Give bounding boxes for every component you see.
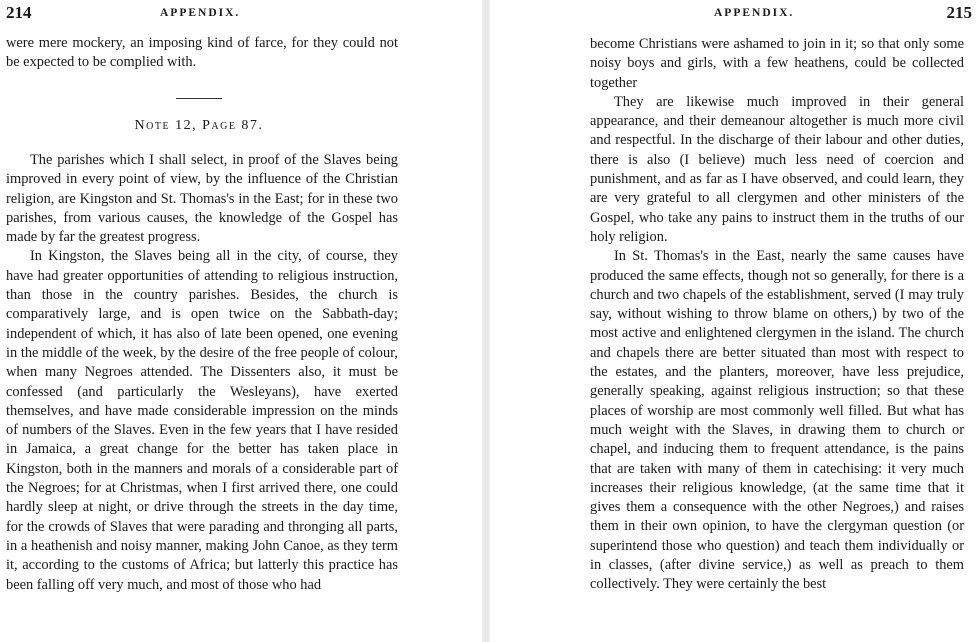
left-page [0,0,482,642]
right-page-number: 215 [946,3,972,22]
left-page-number: 214 [6,3,32,22]
right-continued-paragraph: become Christians were ashamed to join in it; so that only some noisy boys and girls, with a few heathens, could be collected together [590,36,964,91]
left-paragraph-2: In Kingston, the Slaves being all in the city, of course, they have had greater opportunities of attending to religious instruction, than those in the country parishes. Besides, the church is comparatively large, and is open twice on the Sabbath-day; independent of which, it has also of late been opened, one evening in the middle of the week, by the desire of the free people of colour, when many Negroes attended. The Dissenters also, it must be confessed (and particularly the Wesleyans), have exerted themselves, and have made considerable impression on the minds of numbers of the Slaves. Even in the few years that I have resided in Jamaica, a great change for the better has taken place in Kingston, both in the manners and morals of a considerable part of the Negroes; for at Christmas, when I first arrived there, one could hardly sleep at night, or drive through the streets in the day time, for the crowds of Slaves that were parading and thronging all parts, in a heathenish and noisy manner, making John Canoe, as they term it, according to the customs of Africa; but latterly this practice has been falling off very much, and most of those who had [6,248,398,593]
book-gutter [482,0,490,642]
right-paragraph-2: In St. Thomas's in the East, nearly the same causes have produced the same effects, though not so generally, for there is a church and two chapels of the establishment, served (I may truly say, without wishing to throw blame on others,) by two of the most active and enlightened clergymen in the island. The church and chapels there are better situated than most with respect to the estates, and the planters, moreover, have less prejudice, generally speaking, against religious instruction; so that these places of worship are most commonly well filled. But what has much weight with the Slaves, in drawing them to church or chapel, and inducing them to frequent attendance, is the pains that are taken with many of them in catechising: it very much increases their religious knowledge, (at the same time that it gives them a consequence with the other Negroes,) and raises them in their own opinion, to have the clergyman question (or superintend those who question) and teach them individually or in classes, (after divine service,) as well as preach to them collectively. They were certainly the best [590,248,964,593]
note-heading: Note 12, Page 87. [134,118,264,133]
left-running-title: APPENDIX. [160,7,241,19]
right-body-text [590,35,964,595]
left-continued-paragraph: were mere mockery, an imposing kind of farce, for they could not be expected to be complied with. [6,35,398,71]
right-paragraph-1: They are likewise much improved in their general appearance, and their demeanour altogether is much more civil and respectful. In the discharge of their labour and other duties, there is also (I believe) much less need of coercion and punishment, and as far as I have observed, and could learn, they are very grateful to all clergymen and other ministers of the Gospel, who take any pains to instruct them in the truths of our holy religion. [590,93,964,245]
right-running-title: APPENDIX. [714,7,795,19]
left-continued-text [6,34,398,73]
right-page [490,0,980,642]
left-paragraph-1: The parishes which I shall select, in proof of the Slaves being improved in every point of view, by the influence of the Christian religion, are Kingston and St. Thomas's in the East; for in these two parishes, from various causes, the knowledge of the Gospel has made by far the greatest progress. [6,152,398,246]
right-page-header [490,3,980,23]
left-body-text [6,151,398,595]
section-divider [176,98,222,99]
left-page-header [0,3,482,23]
